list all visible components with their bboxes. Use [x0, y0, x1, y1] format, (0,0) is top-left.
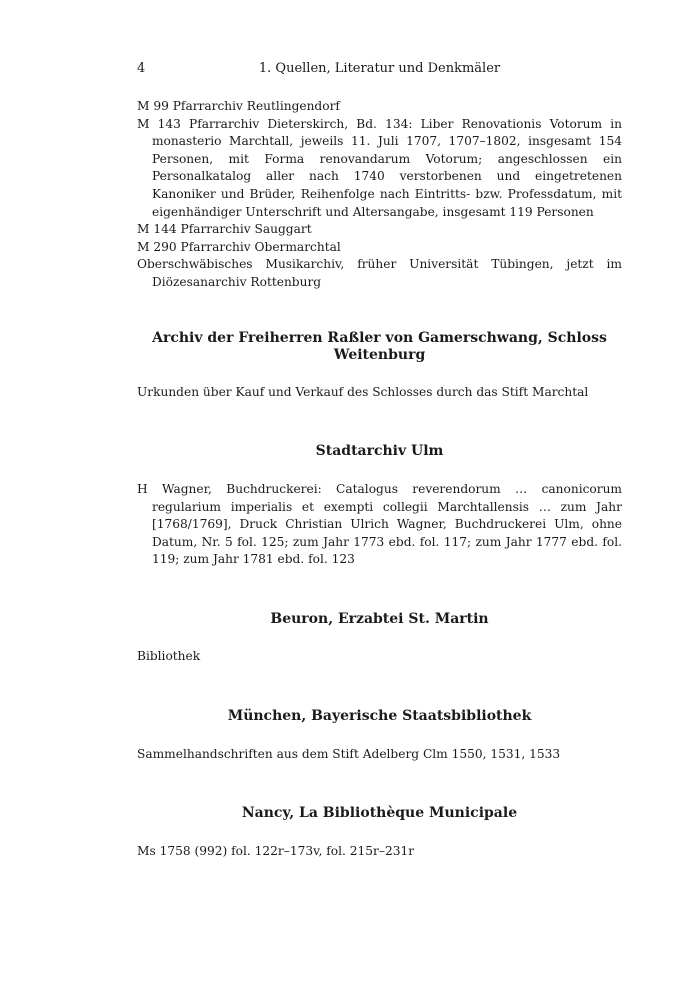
section-text-nancy: Ms 1758 (992) fol. 122r–173v, fol. 215r–231r: [137, 843, 415, 858]
section-heading-beuron: Beuron, Erzabtei St. Martin: [270, 610, 489, 627]
section-text-beuron: Bibliothek: [137, 649, 201, 664]
section-heading-muenchen: München, Bayerische Staatsbibliothek: [227, 708, 532, 725]
section-heading-ulm: Stadtarchiv Ulm: [315, 443, 444, 460]
page-header: [137, 60, 622, 78]
section-text-rassler: Urkunden über Kauf und Verkauf des Schlosses durch das Stift Marchtal: [137, 384, 589, 399]
archive-entry-list: [137, 98, 622, 292]
section-heading-nancy: Nancy, La Bibliothèque Municipale: [241, 805, 518, 822]
running-title: 1. Quellen, Literatur und Denkmäler: [258, 61, 501, 76]
section-heading-rassler: Archiv der Freiherren Raßler von Gamerschwang, Schloss Weitenburg: [152, 329, 607, 364]
archive-entry: M 144 Pfarrarchiv Sauggart: [137, 222, 312, 237]
archive-entry: M 99 Pfarrarchiv Reutlingendorf: [137, 99, 340, 113]
archive-entry: M 290 Pfarrarchiv Obermarchtal: [137, 239, 341, 254]
archive-entry: M 143 Pfarrarchiv Dieterskirch, Bd. 134: Liber Renovationis Votorum in monasterio Marchtall, jeweils 11. Juli 1707, 1707–1802, insgesamt 154 Personen, mit Forma renovandarum Votorum; angeschlossen ein Personalkatalog aller nach 1740 verstorbenen und eingetretenen Kanoniker und Brüder, Reihenfolge nach Eintritts- bzw. Professdatum, mit eigenhändiger Unterschrift und Altersangabe, insgesamt 119 Personen: [137, 116, 622, 219]
archive-entry: Oberschwäbisches Musikarchiv, früher Universität Tübingen, jetzt im Diözesanarchiv Rottenburg: [137, 257, 622, 289]
document-page: [137, 60, 622, 860]
page-number: 4: [137, 61, 146, 76]
archive-entry-ulm: H Wagner, Buchdruckerei: Catalogus reverendorum … canonicorum regularium imperialis et exempti collegii Marchtallensis … zum Jahr [1768/1769], Druck Christian Ulrich Wagner, Buchdruckerei Ulm, ohne Datum, Nr. 5 fol. 125; zum Jahr 1773 ebd. fol. 117; zum Jahr 1777 ebd. fol. 119; zum Jahr 1781 ebd. fol. 123: [137, 481, 622, 567]
section-text-muenchen: Sammelhandschriften aus dem Stift Adelberg Clm 1550, 1531, 1533: [137, 746, 561, 761]
